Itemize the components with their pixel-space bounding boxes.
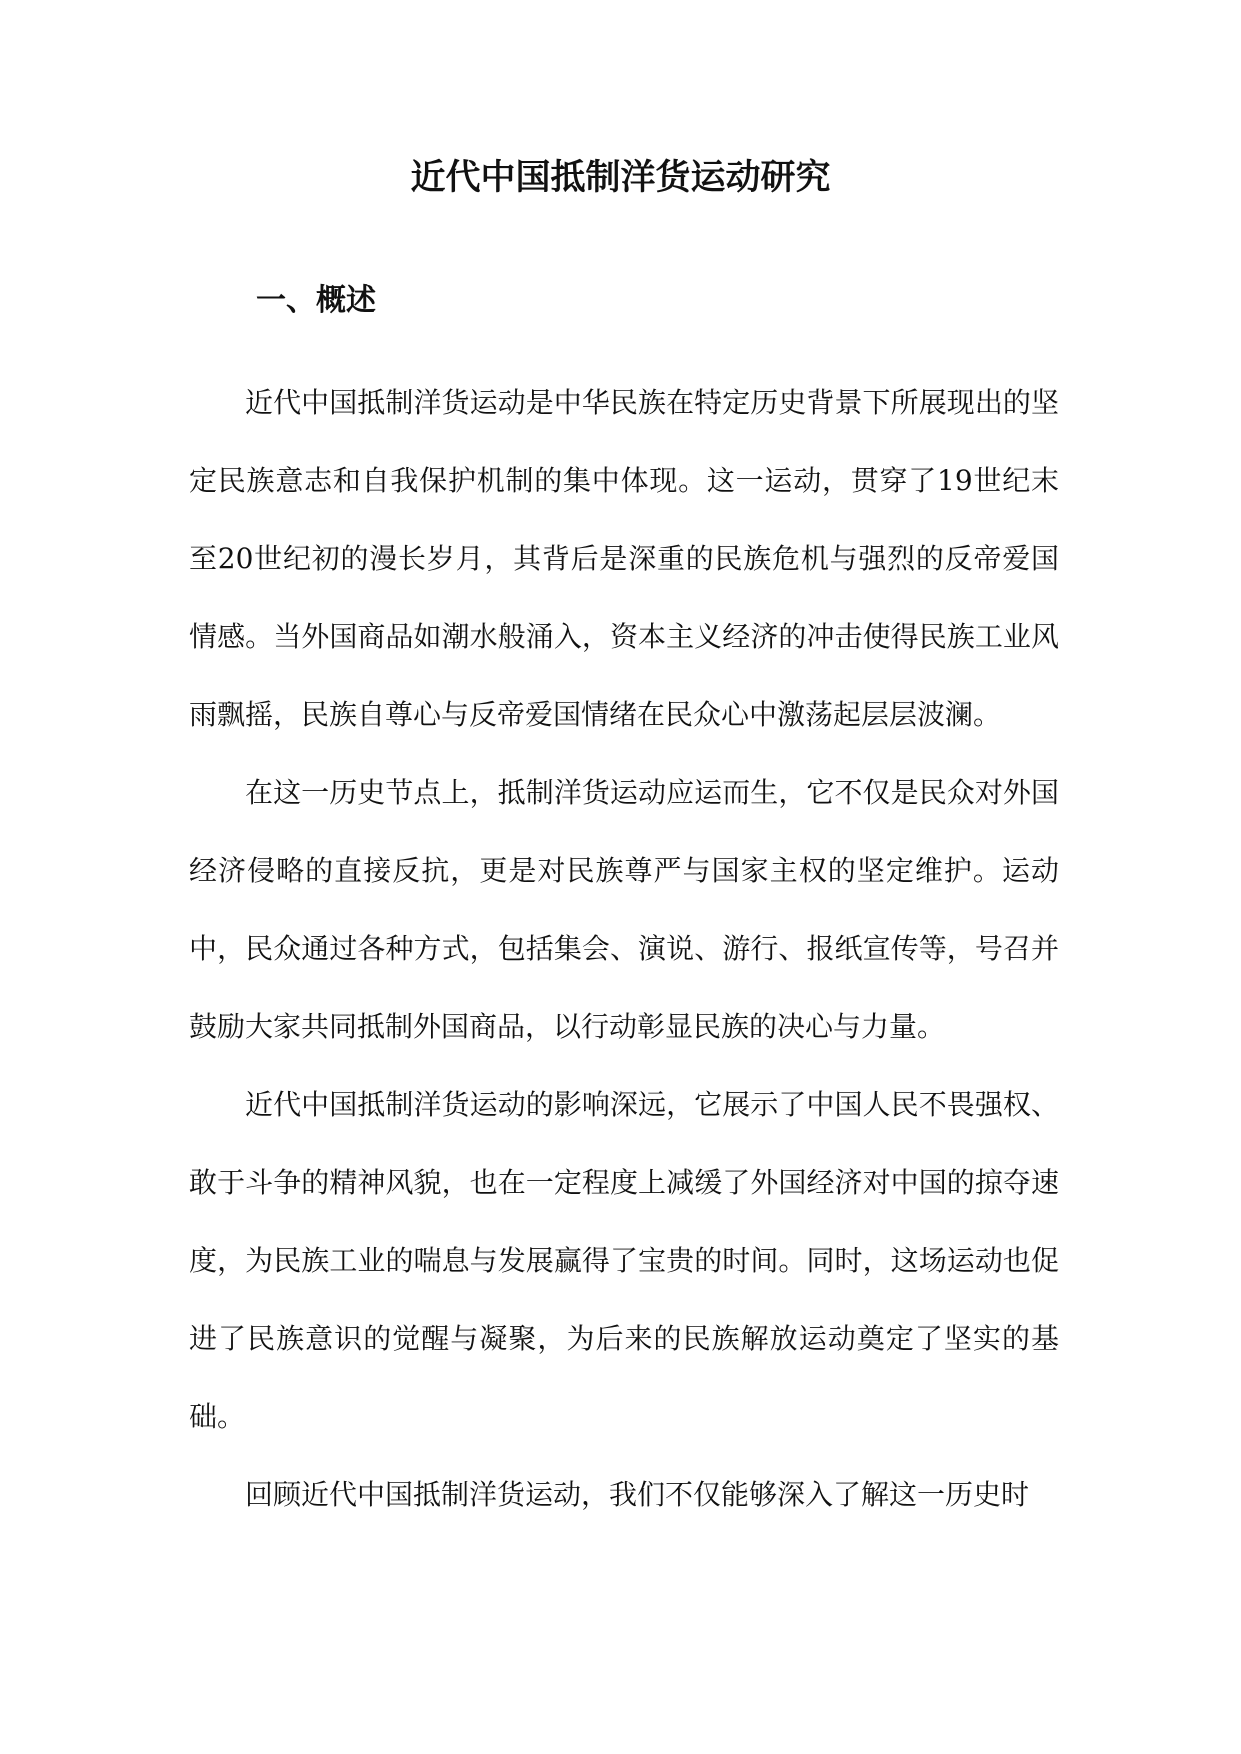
section-heading: 一、概述 xyxy=(256,283,376,318)
document-title: 近代中国抵制洋货运动研究 xyxy=(410,158,831,198)
paragraph-2: 在这一历史节点上，抵制洋货运动应运而生，它不仅是民众对外国经济侵略的直接反抗，更是对民族尊严与国家主权的坚定维护。运动中，民众通过各种方式，包括集会、演说、游行、报纸宣传等，号召并鼓励大家共同抵制外国商品，以行动彰显民族的决心与力量。 xyxy=(189,776,1059,1043)
paragraph-4: 回顾近代中国抵制洋货运动，我们不仅能够深入了解这一历史时 xyxy=(245,1478,1030,1511)
paragraph-1: 近代中国抵制洋货运动是中华民族在特定历史背景下所展现出的坚定民族意志和自我保护机制的集中体现。这一运动，贯穿了19世纪末至20世纪初的漫长岁月，其背后是深重的民族危机与强烈的反帝爱国情感。当外国商品如潮水般涌入，资本主义经济的冲击使得民族工业风雨飘摇，民族自尊心与反帝爱国情绪在民众心中激荡起层层波澜。 xyxy=(189,386,1059,731)
document-body xyxy=(189,364,1059,1534)
paragraph-3: 近代中国抵制洋货运动的影响深远，它展示了中国人民不畏强权、敢于斗争的精神风貌，也在一定程度上减缓了外国经济对中国的掠夺速度，为民族工业的喘息与发展赢得了宝贵的时间。同时，这场运动也促进了民族意识的觉醒与凝聚，为后来的民族解放运动奠定了坚实的基础。 xyxy=(189,1088,1059,1433)
